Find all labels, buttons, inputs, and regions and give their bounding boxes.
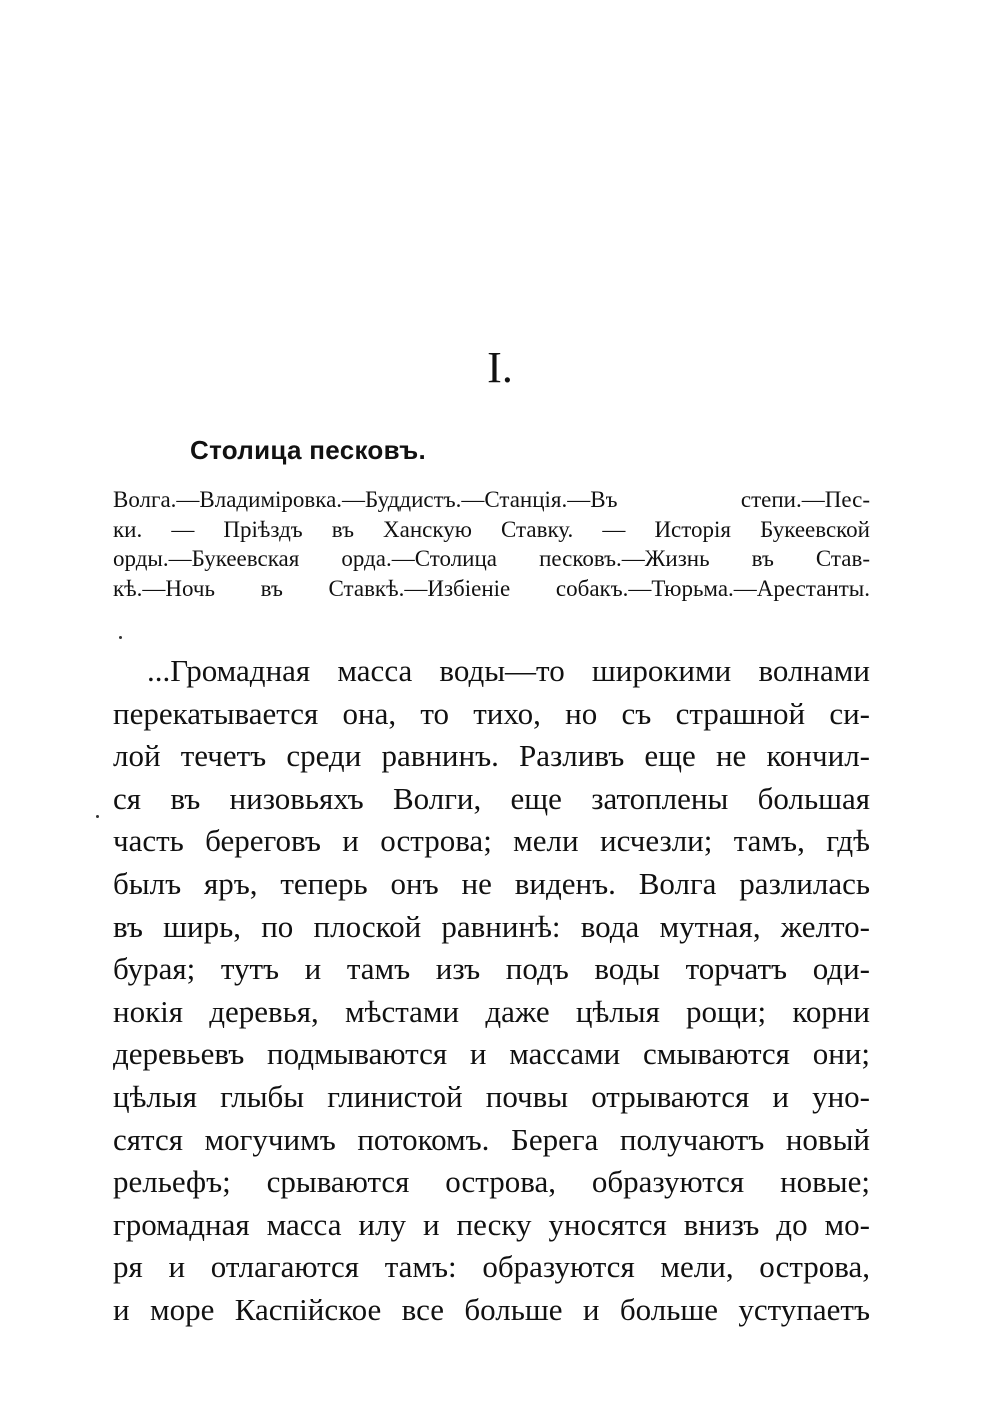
summary-line: кѣ.—Ночь въ Ставкѣ.—Избіеніе собакъ.—Тюрьма.—Арестанты. (113, 575, 870, 601)
body-line: сятся могучимъ потокомъ. Берега получаютъ новый (113, 1121, 870, 1157)
body-line: часть береговъ и острова; мели исчезли; тамъ, гдѣ (113, 823, 870, 859)
summary-line: Волга.—Владиміровка.—Буддистъ.—Станція.—Въ степи.—Пес- (113, 487, 870, 512)
body-line: ся въ низовьяхъ Волги, еще затоплены большая (113, 780, 870, 816)
body-line: ря и отлагаются тамъ: образуются мели, острова, (113, 1249, 870, 1285)
body-line: бурая; тутъ и тамъ изъ подъ воды торчатъ оди- (113, 951, 870, 987)
body-line: въ ширь, по плоской равнинѣ: вода мутная, желто- (113, 908, 870, 944)
summary-line: орды.—Букеевская орда.—Столица песковъ.—Жизнь въ Став- (113, 546, 870, 571)
body-line: нокія деревья, мѣстами даже цѣлыя рощи; корни (113, 993, 870, 1029)
body-line: лой течетъ среди равнинъ. Разливъ еще не кончил- (113, 738, 870, 774)
body-line: деревьевъ подмываются и массами смываются они; (113, 1036, 870, 1072)
body-line: цѣлыя глыбы глинистой почвы отрываются и уно- (113, 1078, 870, 1114)
chapter-summary (113, 485, 870, 603)
body-line: перекатывается она, то тихо, но съ страшной си- (113, 695, 870, 731)
print-speck (96, 815, 99, 818)
chapter-number: I. (487, 343, 513, 392)
body-line: былъ яръ, теперь онъ не виденъ. Волга разлилась (113, 865, 870, 901)
body-line: и море Каспійское все больше и больше уступаетъ (113, 1291, 870, 1327)
print-speck (119, 636, 122, 639)
summary-line: ки. — Пріѣздъ въ Ханскую Ставку. — Исторія Букеевской (113, 516, 870, 542)
body-line: ...Громадная масса воды—то широкими волнами (147, 653, 870, 688)
chapter-title: Столица песковъ. (190, 435, 427, 465)
body-line: громадная масса илу и песку уносятся внизъ до мо- (113, 1206, 870, 1242)
body-line: рельефъ; срываются острова, образуются новые; (113, 1164, 870, 1200)
body-paragraph (113, 650, 870, 1332)
